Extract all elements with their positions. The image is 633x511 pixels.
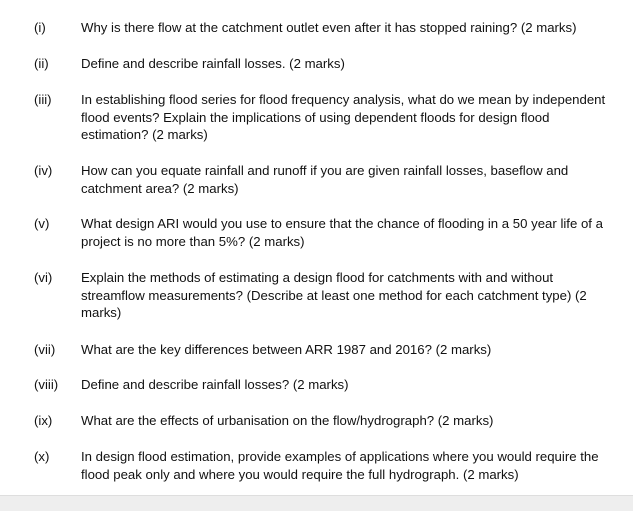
- question-text: Define and describe rainfall losses. (2 marks): [81, 56, 345, 71]
- question-text: Define and describe rainfall losses? (2 marks): [81, 377, 349, 392]
- question-number: (vi): [34, 270, 53, 285]
- question-text: In design flood estimation, provide examples of applications where you would require the flood peak only and where you would require the full hydrograph. (2 marks): [81, 449, 599, 482]
- page-bottom-edge: [0, 495, 633, 511]
- question-number: (ii): [34, 56, 49, 71]
- question-text: How can you equate rainfall and runoff if you are given rainfall losses, baseflow and catchment area? (2 marks): [81, 163, 569, 196]
- question-text: Explain the methods of estimating a design flood for catchments with and without streamflow measurements? (Describe at least one method for each catchment type) (2 marks): [81, 270, 587, 320]
- question-number: (v): [34, 216, 50, 231]
- question-number: (viii): [34, 377, 59, 392]
- question-number: (i): [34, 20, 46, 35]
- question-text: What are the key differences between ARR 1987 and 2016? (2 marks): [81, 342, 492, 357]
- question-text: What design ARI would you use to ensure that the chance of flooding in a 50 year life of a project is no more than 5%? (2 marks): [81, 216, 603, 249]
- question-number: (ix): [34, 413, 53, 428]
- question-number: (vii): [34, 342, 56, 357]
- question-number: (iv): [34, 163, 53, 178]
- question-text: In establishing flood series for flood frequency analysis, what do we mean by independent flood events? Explain the implications of using dependent floods for design flood estimation? (2 marks): [81, 92, 606, 142]
- question-number: (x): [34, 449, 50, 464]
- question-number: (iii): [34, 92, 52, 107]
- question-text: What are the effects of urbanisation on the flow/hydrograph? (2 marks): [81, 413, 494, 428]
- question-text: Why is there flow at the catchment outlet even after it has stopped raining? (2 marks): [81, 20, 577, 35]
